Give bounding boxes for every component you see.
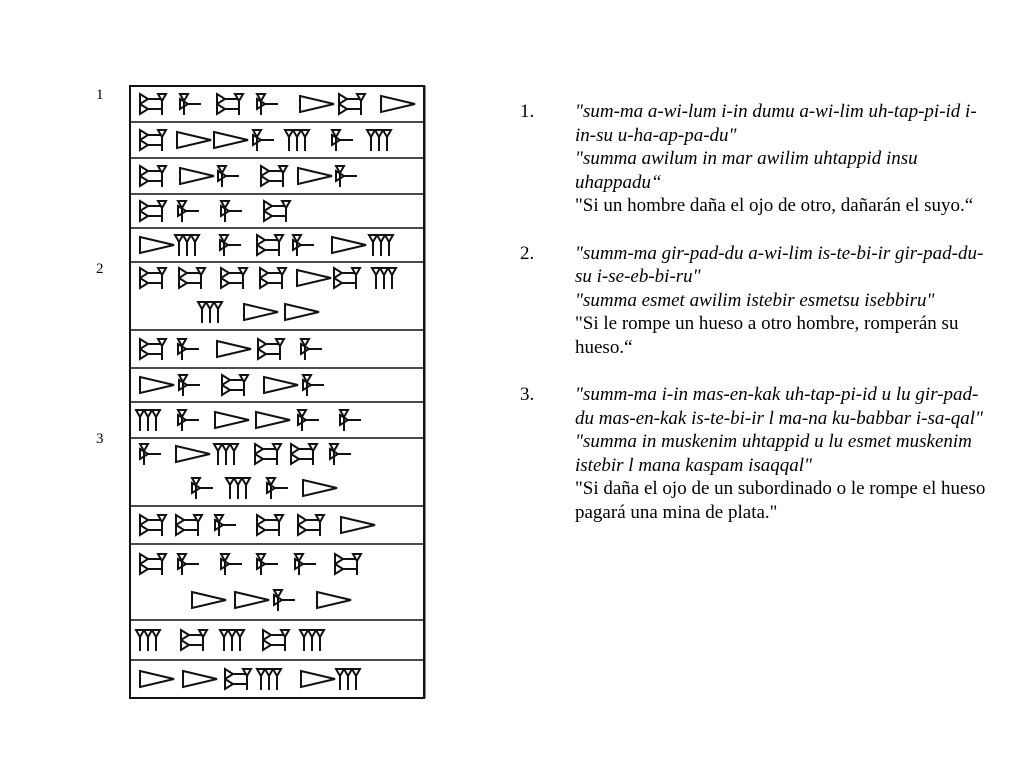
law-list [520, 100, 990, 548]
law-transliteration: "sum-ma a-wi-lum i-in dumu a-wi-lim uh-tap-pi-id i-in-su u-ha-ap-pa-du" [575, 101, 977, 146]
law-normalized: "summa awilum in mar awilim uhtappid insu uhappadu“ [575, 148, 918, 193]
law-translation: "Si daña el ojo de un subordinado o le rompe el hueso pagará una mina de plata." [575, 478, 986, 523]
law-item-1 [520, 100, 990, 218]
law-item-2 [520, 242, 990, 360]
law-transliteration: "summ-ma i-in mas-en-kak uh-tap-pi-id u lu gir-pad-du mas-en-kak is-te-bi-ir l ma-na ku-babbar i-sa-qal" [575, 384, 983, 429]
cuneiform-tablet [92, 82, 432, 700]
law-number: 3. [520, 384, 535, 405]
law-item-3 [520, 383, 990, 524]
cuneiform-signs [136, 94, 415, 689]
section-marker-1: 1 [96, 87, 104, 103]
law-normalized: "summa esmet awilim istebir esmetsu isebbiru" [575, 289, 935, 311]
law-translation: "Si le rompe un hueso a otro hombre, romperán su hueso.“ [575, 313, 959, 358]
section-marker-2: 2 [96, 261, 104, 277]
section-marker-3: 3 [96, 431, 104, 447]
law-normalized: "summa in muskenim uhtappid u lu esmet muskenim istebir l mana kaspam isaqqal" [575, 431, 972, 476]
tablet-row-dividers [130, 122, 424, 660]
law-transliteration: "summ-ma gir-pad-du a-wi-lim is-te-bi-ir gir-pad-du-su i-se-eb-bi-ru" [575, 242, 984, 287]
cuneiform-drawing [92, 82, 432, 700]
law-translation: "Si un hombre daña el ojo de otro, dañarán el suyo.“ [575, 195, 974, 216]
law-number: 2. [520, 242, 535, 264]
law-number: 1. [520, 101, 535, 122]
